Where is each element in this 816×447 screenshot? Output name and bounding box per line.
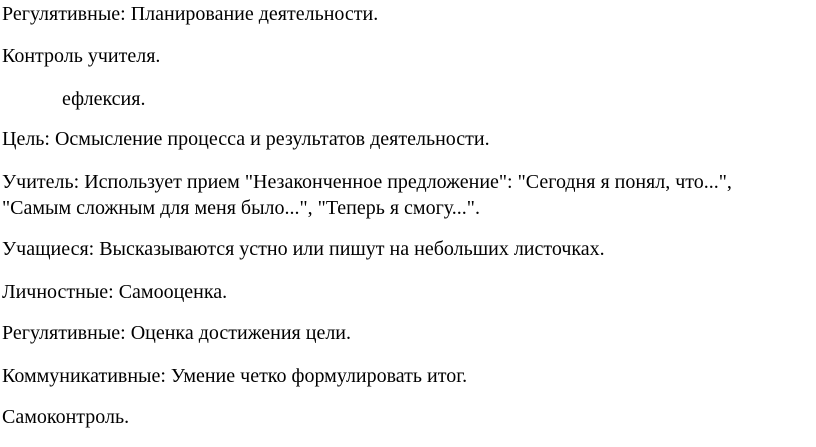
- paragraph-teacher-method-line1: Учитель: Использует прием "Незаконченное предложение": "Сегодня я понял, что...",: [2, 171, 732, 193]
- paragraph-students: Учащиеся: Высказываются устно или пишут на небольших листочках.: [2, 238, 605, 260]
- paragraph-reflection-heading: ефлексия.: [62, 88, 146, 110]
- paragraph-regulatory-planning: Регулятивные: Планирование деятельности.: [2, 3, 379, 25]
- paragraph-personal: Личностные: Самооценка.: [2, 281, 228, 303]
- paragraph-regulatory-evaluation: Регулятивные: Оценка достижения цели.: [2, 322, 352, 344]
- paragraph-goal: Цель: Осмысление процесса и результатов деятельности.: [2, 128, 490, 150]
- paragraph-communicative: Коммуникативные: Умение четко формулировать итог.: [2, 365, 468, 387]
- paragraph-teacher-method-line2: "Самым сложным для меня было...", "Теперь я смогу...".: [2, 197, 480, 219]
- paragraph-self-control: Самоконтроль.: [2, 406, 130, 428]
- paragraph-teacher-control: Контроль учителя.: [2, 45, 161, 67]
